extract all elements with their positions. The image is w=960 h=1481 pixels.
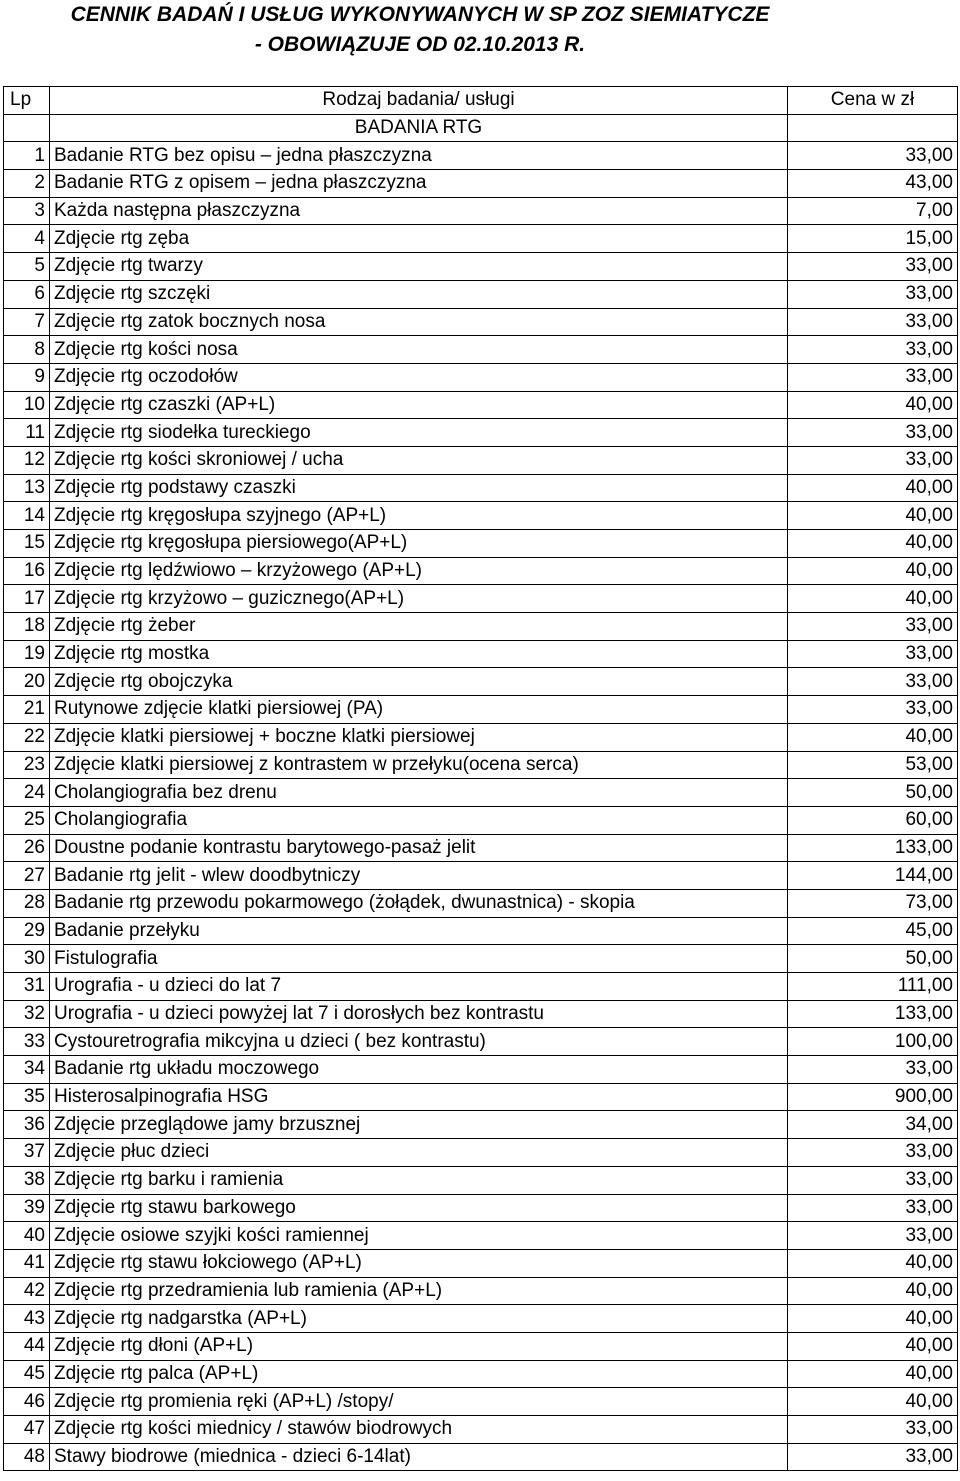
table-row (4, 1139, 958, 1167)
row-lp: 17 (4, 585, 50, 613)
row-lp: 29 (4, 917, 50, 945)
row-name: Zdjęcie rtg czaszki (AP+L) (50, 391, 788, 419)
row-price: 43,00 (788, 170, 958, 198)
table-row (4, 1388, 958, 1416)
row-lp: 28 (4, 889, 50, 917)
section-title: BADANIA RTG (50, 114, 788, 142)
row-price: 40,00 (788, 1249, 958, 1277)
title-line-1: CENNIK BADAŃ I USŁUG WYKONYWANYCH W SP ZOZ SIEMIATYCZE (70, 3, 770, 26)
row-lp: 8 (4, 336, 50, 364)
row-price: 34,00 (788, 1111, 958, 1139)
row-lp: 6 (4, 280, 50, 308)
row-name: Badanie rtg jelit - wlew doodbytniczy (50, 862, 788, 890)
row-name: Zdjęcie rtg kości miednicy / stawów biodrowych (50, 1416, 788, 1444)
table-row (4, 1083, 958, 1111)
table-row (4, 557, 958, 585)
table-row (4, 1249, 958, 1277)
row-lp: 44 (4, 1332, 50, 1360)
row-price: 33,00 (788, 1056, 958, 1084)
table-row (4, 779, 958, 807)
row-name: Zdjęcie rtg stawu łokciowego (AP+L) (50, 1249, 788, 1277)
table-row (4, 889, 958, 917)
row-name: Badanie rtg przewodu pokarmowego (żołądek, dwunastnica) - skopia (50, 889, 788, 917)
row-lp: 2 (4, 170, 50, 198)
row-lp: 14 (4, 502, 50, 530)
row-price: 133,00 (788, 1000, 958, 1028)
table-row (4, 668, 958, 696)
table-row (4, 253, 958, 281)
table-row (4, 585, 958, 613)
table-row (4, 723, 958, 751)
row-name: Zdjęcie rtg kości skroniowej / ucha (50, 446, 788, 474)
row-name: Urografia - u dzieci do lat 7 (50, 973, 788, 1001)
row-lp: 21 (4, 696, 50, 724)
row-name: Zdjęcie rtg podstawy czaszki (50, 474, 788, 502)
row-lp: 12 (4, 446, 50, 474)
row-name: Zdjęcie rtg zatok bocznych nosa (50, 308, 788, 336)
row-name: Zdjęcie rtg stawu barkowego (50, 1194, 788, 1222)
row-lp: 25 (4, 806, 50, 834)
table-row (4, 197, 958, 225)
row-name: Zdjęcie płuc dzieci (50, 1139, 788, 1167)
row-lp: 1 (4, 142, 50, 170)
row-price: 33,00 (788, 613, 958, 641)
row-name: Zdjęcie klatki piersiowej + boczne klatki piersiowej (50, 723, 788, 751)
document-title (0, 0, 840, 60)
row-price: 40,00 (788, 502, 958, 530)
section-price-cell (788, 114, 958, 142)
row-lp: 23 (4, 751, 50, 779)
table-row (4, 1028, 958, 1056)
table-row (4, 945, 958, 973)
row-name: Zdjęcie rtg oczodołów (50, 363, 788, 391)
row-price: 33,00 (788, 336, 958, 364)
row-name: Zdjęcie rtg siodełka tureckiego (50, 419, 788, 447)
row-name: Zdjęcie rtg obojczyka (50, 668, 788, 696)
row-price: 40,00 (788, 391, 958, 419)
row-lp: 35 (4, 1083, 50, 1111)
table-row (4, 834, 958, 862)
row-name: Zdjęcie rtg barku i ramienia (50, 1166, 788, 1194)
row-price: 7,00 (788, 197, 958, 225)
row-name: Zdjęcie rtg mostka (50, 640, 788, 668)
row-lp: 36 (4, 1111, 50, 1139)
table-row (4, 1194, 958, 1222)
row-lp: 10 (4, 391, 50, 419)
row-price: 50,00 (788, 945, 958, 973)
row-lp: 32 (4, 1000, 50, 1028)
row-price: 45,00 (788, 917, 958, 945)
row-name: Zdjęcie rtg krzyżowo – guzicznego(AP+L) (50, 585, 788, 613)
row-name: Zdjęcie rtg dłoni (AP+L) (50, 1332, 788, 1360)
row-name: Zdjęcie rtg przedramienia lub ramienia (AP+L) (50, 1277, 788, 1305)
table-row (4, 1222, 958, 1250)
table-row (4, 336, 958, 364)
row-name: Zdjęcie rtg kości nosa (50, 336, 788, 364)
header-lp: Lp (4, 87, 50, 115)
row-price: 33,00 (788, 363, 958, 391)
row-lp: 13 (4, 474, 50, 502)
row-price: 73,00 (788, 889, 958, 917)
row-name: Zdjęcie rtg lędźwiowo – krzyżowego (AP+L) (50, 557, 788, 585)
row-price: 50,00 (788, 779, 958, 807)
table-row (4, 363, 958, 391)
row-lp: 20 (4, 668, 50, 696)
row-name: Badanie RTG z opisem – jedna płaszczyzna (50, 170, 788, 198)
row-name: Badanie przełyku (50, 917, 788, 945)
table-row (4, 917, 958, 945)
row-price: 40,00 (788, 1388, 958, 1416)
row-lp: 30 (4, 945, 50, 973)
row-lp: 37 (4, 1139, 50, 1167)
row-price: 33,00 (788, 142, 958, 170)
row-price: 100,00 (788, 1028, 958, 1056)
row-name: Zdjęcie klatki piersiowej z kontrastem w przełyku(ocena serca) (50, 751, 788, 779)
row-lp: 34 (4, 1056, 50, 1084)
row-name: Każda następna płaszczyzna (50, 197, 788, 225)
row-name: Zdjęcie osiowe szyjki kości ramiennej (50, 1222, 788, 1250)
row-name: Doustne podanie kontrastu barytowego-pasaż jelit (50, 834, 788, 862)
row-name: Rutynowe zdjęcie klatki piersiowej (PA) (50, 696, 788, 724)
row-name: Urografia - u dzieci powyżej lat 7 i dorosłych bez kontrastu (50, 1000, 788, 1028)
row-price: 900,00 (788, 1083, 958, 1111)
row-lp: 46 (4, 1388, 50, 1416)
row-lp: 16 (4, 557, 50, 585)
row-lp: 40 (4, 1222, 50, 1250)
table-row (4, 1443, 958, 1471)
table-row (4, 862, 958, 890)
row-price: 33,00 (788, 1443, 958, 1471)
row-lp: 22 (4, 723, 50, 751)
row-name: Zdjęcie rtg twarzy (50, 253, 788, 281)
table-row (4, 640, 958, 668)
row-name: Histerosalpinografia HSG (50, 1083, 788, 1111)
table-row (4, 1111, 958, 1139)
row-lp: 18 (4, 613, 50, 641)
row-lp: 39 (4, 1194, 50, 1222)
row-name: Zdjęcie rtg kręgosłupa piersiowego(AP+L) (50, 530, 788, 558)
row-lp: 4 (4, 225, 50, 253)
row-price: 40,00 (788, 530, 958, 558)
row-lp: 9 (4, 363, 50, 391)
row-price: 33,00 (788, 1139, 958, 1167)
price-table (3, 86, 958, 1471)
row-price: 33,00 (788, 1416, 958, 1444)
row-lp: 38 (4, 1166, 50, 1194)
table-row (4, 1000, 958, 1028)
row-price: 33,00 (788, 1222, 958, 1250)
row-lp: 41 (4, 1249, 50, 1277)
row-name: Badanie rtg układu moczowego (50, 1056, 788, 1084)
row-price: 33,00 (788, 253, 958, 281)
row-lp: 48 (4, 1443, 50, 1471)
table-row (4, 1332, 958, 1360)
title-line-2: - OBOWIĄZUJE OD 02.10.2013 R. (254, 33, 586, 56)
table-row (4, 613, 958, 641)
row-price: 33,00 (788, 1166, 958, 1194)
row-name: Badanie RTG bez opisu – jedna płaszczyzna (50, 142, 788, 170)
row-lp: 15 (4, 530, 50, 558)
row-price: 40,00 (788, 723, 958, 751)
row-lp: 11 (4, 419, 50, 447)
row-price: 15,00 (788, 225, 958, 253)
row-name: Zdjęcie rtg żeber (50, 613, 788, 641)
row-lp: 31 (4, 973, 50, 1001)
row-lp: 42 (4, 1277, 50, 1305)
row-price: 133,00 (788, 834, 958, 862)
row-price: 33,00 (788, 696, 958, 724)
row-price: 144,00 (788, 862, 958, 890)
row-name: Cystouretrografia mikcyjna u dzieci ( bez kontrastu) (50, 1028, 788, 1056)
row-lp: 7 (4, 308, 50, 336)
section-lp-cell (4, 114, 50, 142)
row-name: Zdjęcie rtg nadgarstka (AP+L) (50, 1305, 788, 1333)
table-row (4, 225, 958, 253)
table-row (4, 751, 958, 779)
table-header-row (4, 87, 958, 115)
row-price: 33,00 (788, 446, 958, 474)
row-price: 33,00 (788, 280, 958, 308)
row-price: 33,00 (788, 668, 958, 696)
section-row (4, 114, 958, 142)
table-row (4, 474, 958, 502)
row-name: Stawy biodrowe (miednica - dzieci 6-14lat) (50, 1443, 788, 1471)
row-lp: 47 (4, 1416, 50, 1444)
row-lp: 5 (4, 253, 50, 281)
row-price: 40,00 (788, 474, 958, 502)
table-row (4, 1056, 958, 1084)
row-lp: 3 (4, 197, 50, 225)
row-lp: 26 (4, 834, 50, 862)
row-price: 40,00 (788, 1305, 958, 1333)
table-row (4, 1305, 958, 1333)
table-row (4, 419, 958, 447)
row-name: Zdjęcie rtg kręgosłupa szyjnego (AP+L) (50, 502, 788, 530)
table-row (4, 530, 958, 558)
row-lp: 19 (4, 640, 50, 668)
row-price: 40,00 (788, 557, 958, 585)
row-price: 53,00 (788, 751, 958, 779)
row-lp: 33 (4, 1028, 50, 1056)
row-price: 33,00 (788, 419, 958, 447)
row-lp: 24 (4, 779, 50, 807)
table-row (4, 1277, 958, 1305)
row-name: Fistulografia (50, 945, 788, 973)
row-name: Zdjęcie rtg palca (AP+L) (50, 1360, 788, 1388)
row-price: 40,00 (788, 1360, 958, 1388)
table-row (4, 142, 958, 170)
table-row (4, 280, 958, 308)
row-price: 40,00 (788, 1277, 958, 1305)
row-name: Zdjęcie rtg promienia ręki (AP+L) /stopy/ (50, 1388, 788, 1416)
row-price: 33,00 (788, 308, 958, 336)
header-price: Cena w zł (788, 87, 958, 115)
row-price: 40,00 (788, 1332, 958, 1360)
table-row (4, 696, 958, 724)
table-row (4, 446, 958, 474)
row-name: Cholangiografia bez drenu (50, 779, 788, 807)
row-lp: 45 (4, 1360, 50, 1388)
row-price: 60,00 (788, 806, 958, 834)
table-row (4, 170, 958, 198)
table-row (4, 806, 958, 834)
row-name: Zdjęcie przeglądowe jamy brzusznej (50, 1111, 788, 1139)
row-name: Cholangiografia (50, 806, 788, 834)
row-price: 40,00 (788, 585, 958, 613)
table-row (4, 973, 958, 1001)
row-price: 33,00 (788, 1194, 958, 1222)
table-row (4, 1360, 958, 1388)
header-name: Rodzaj badania/ usługi (50, 87, 788, 115)
table-row (4, 1166, 958, 1194)
table-row (4, 308, 958, 336)
row-name: Zdjęcie rtg szczęki (50, 280, 788, 308)
row-lp: 43 (4, 1305, 50, 1333)
row-price: 111,00 (788, 973, 958, 1001)
row-lp: 27 (4, 862, 50, 890)
table-row (4, 1416, 958, 1444)
table-row (4, 391, 958, 419)
row-price: 33,00 (788, 640, 958, 668)
row-name: Zdjęcie rtg zęba (50, 225, 788, 253)
table-row (4, 502, 958, 530)
